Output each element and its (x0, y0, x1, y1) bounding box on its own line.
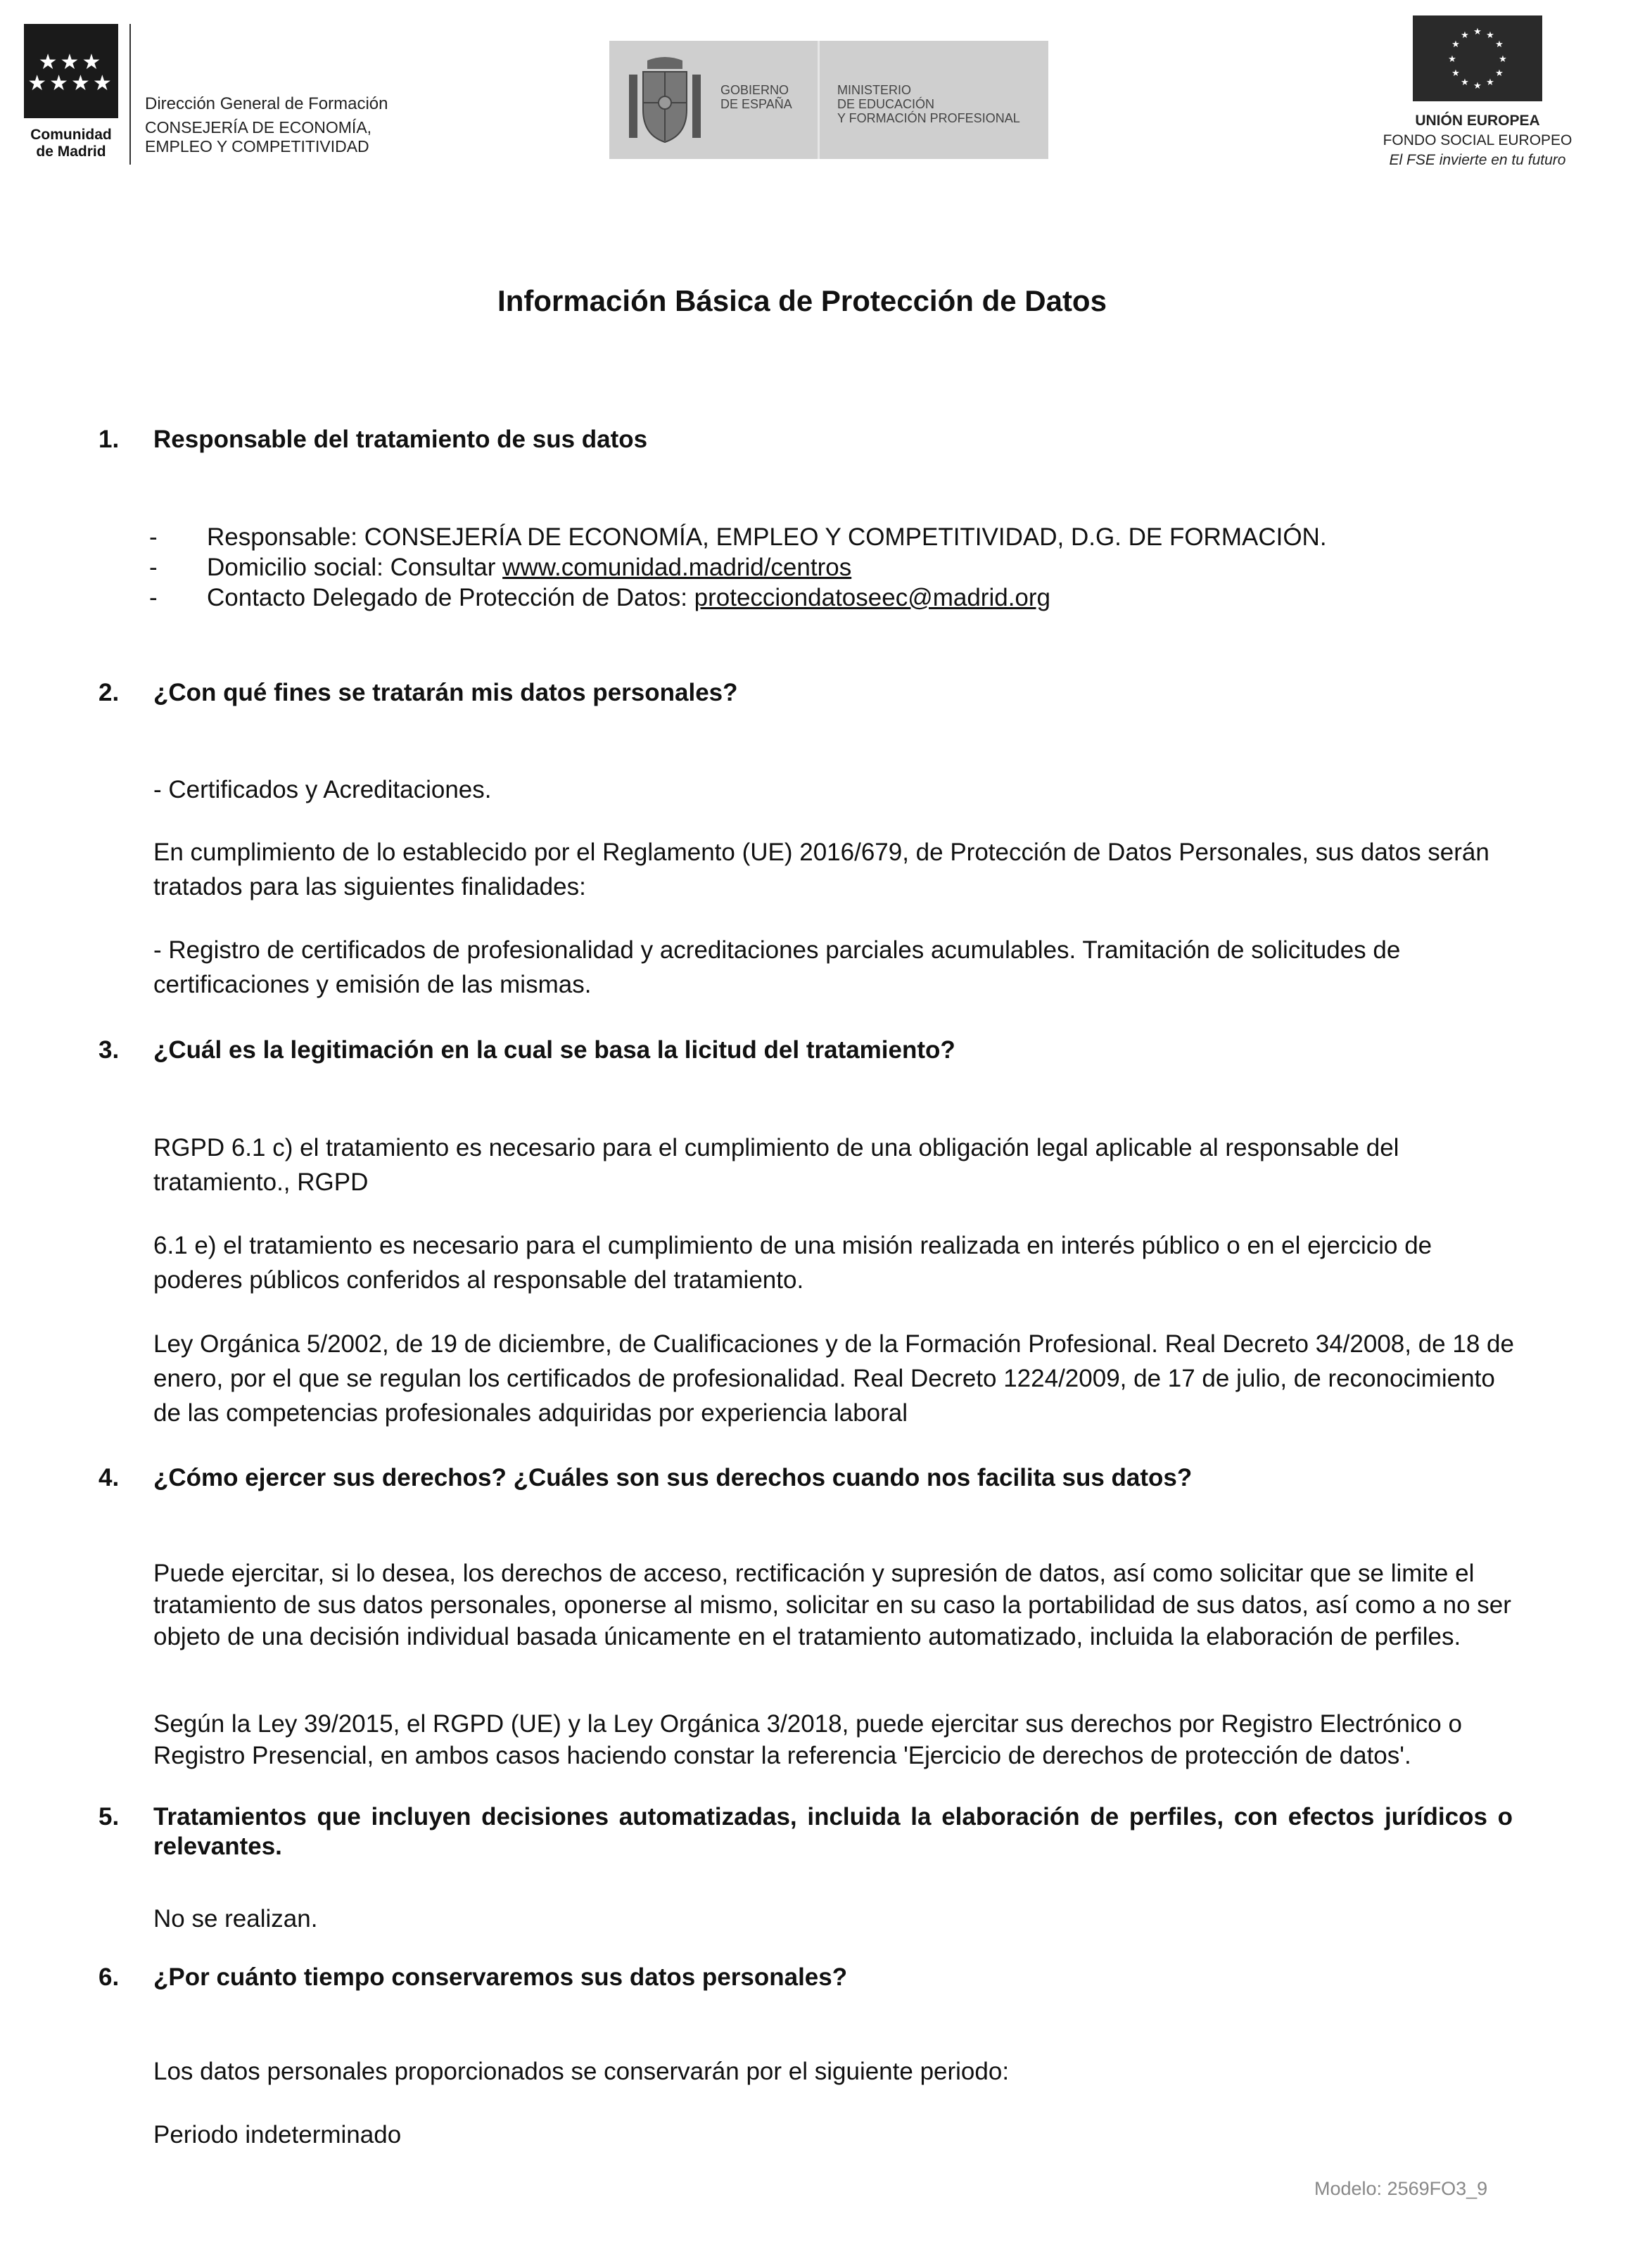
svg-text:★: ★ (1448, 54, 1456, 65)
paragraph: Periodo indeterminado (153, 2121, 402, 2148)
madrid-divider (129, 24, 131, 165)
svg-text:★: ★ (1495, 68, 1504, 79)
svg-text:★: ★ (1473, 81, 1482, 91)
section-number: 1. (99, 426, 120, 453)
paragraph: Según la Ley 39/2015, el RGPD (UE) y la Ley Orgánica 3/2018, puede ejercitar sus derechos por Registro Electrónico o Registro Presencial, en ambos casos haciendo constar la referencia 'Ejercicio de derechos de protección de datos'. (153, 1710, 1462, 1769)
eu-name: UNIÓN EUROPEA (1415, 113, 1540, 129)
svg-text:★: ★ (1486, 77, 1494, 88)
svg-text:★: ★ (1451, 68, 1460, 79)
svg-text:★: ★ (1451, 39, 1460, 50)
paragraph: Ley Orgánica 5/2002, de 19 de diciembre, de Cualificaciones y de la Formación Profesional. Real Decreto 34/2008, de 18 de enero, por el que se regulan los certificados de profesionalidad. Real Decreto 1224/2009, de 17 de julio, de reconocimiento de las competencias profesionales adquiridas por experiencia laboral (153, 1330, 1514, 1427)
section-title: Tratamientos que incluyen decisiones automatizadas, incluida la elaboración de perfiles, con efectos jurídicos o relevantes. (153, 1803, 1513, 1860)
section-number: 4. (99, 1464, 120, 1491)
contacto-label: Contacto Delegado de Protección de Datos: (207, 584, 694, 611)
eu-motto: El FSE invierte en tu futuro (1389, 152, 1566, 168)
model-code: Modelo: 2569FO3_9 (1314, 2178, 1488, 2199)
list-dash: - (149, 523, 158, 551)
section-title: ¿Con qué fines se tratarán mis datos personales? (153, 679, 738, 706)
svg-text:★: ★ (1486, 30, 1494, 41)
paragraph: - Registro de certificados de profesionalidad y acreditaciones parciales acumulables. Tramitación de solicitudes de certificaciones y emisión de las mismas. (153, 936, 1401, 998)
svg-text:★: ★ (1473, 27, 1482, 37)
centros-link[interactable]: www.comunidad.madrid/centros (502, 554, 852, 581)
gobierno-espana-label: GOBIERNO DE ESPAÑA (720, 83, 792, 111)
svg-text:★: ★ (1461, 77, 1469, 88)
paragraph: Puede ejercitar, si lo desea, los derechos de acceso, rectificación y supresión de datos, así como solicitar que se limite el tratamiento de sus datos personales, oponerse al mismo, solicitar en su caso la portabilidad de sus datos, así como a no ser objeto de una decisión individual basada únicamente en el tratamiento automatizado, incluida la elaboración de perfiles. (153, 1560, 1511, 1650)
contacto-item (207, 583, 1050, 613)
section-title: ¿Por cuánto tiempo conservaremos sus datos personales? (153, 1963, 848, 1991)
section-number: 5. (99, 1803, 120, 1830)
comunidad-madrid-logo (24, 24, 404, 165)
paragraph: - Certificados y Acreditaciones. (153, 776, 492, 803)
eu-flag-icon (1413, 15, 1542, 101)
section-number: 3. (99, 1036, 120, 1064)
paragraph: No se realizan. (153, 1905, 318, 1933)
domicilio-item (207, 553, 851, 582)
page-title: Información Básica de Protección de Datos (497, 284, 1107, 317)
madrid-name: Comunidad de Madrid (30, 127, 112, 160)
ministerio-label: MINISTERIO DE EDUCACIÓN Y FORMACIÓN PROFESIONAL (837, 83, 1020, 125)
gobierno-divider (818, 41, 820, 159)
section-title: ¿Cuál es la legitimación en la cual se basa la licitud del tratamiento? (153, 1036, 955, 1064)
svg-text:★: ★ (1499, 54, 1507, 65)
eu-fund: FONDO SOCIAL EUROPEO (1383, 132, 1572, 148)
list-dash: - (149, 584, 158, 611)
madrid-flag-icon (24, 24, 118, 118)
coat-of-arms-icon (626, 53, 704, 146)
list-dash: - (149, 554, 158, 581)
paragraph: Los datos personales proporcionados se conservarán por el siguiente periodo: (153, 2058, 1010, 2085)
section-title: ¿Cómo ejercer sus derechos? ¿Cuáles son sus derechos cuando nos facilita sus datos? (153, 1464, 1193, 1491)
union-europea-logo (1358, 15, 1590, 177)
section-number: 6. (99, 1963, 120, 1991)
section-number: 2. (99, 679, 120, 706)
responsable-item: Responsable: CONSEJERÍA DE ECONOMÍA, EMPLEO Y COMPETITIVIDAD, D.G. DE FORMACIÓN. (207, 523, 1327, 551)
direccion-general: Dirección General de Formación (145, 94, 388, 113)
svg-text:★: ★ (1461, 30, 1469, 41)
section-title: Responsable del tratamiento de sus datos (153, 426, 648, 453)
domicilio-label: Domicilio social: Consultar (207, 554, 503, 581)
paragraph: RGPD 6.1 c) el tratamiento es necesario para el cumplimiento de una obligación legal aplicable al responsable del tratamiento., RGPD (153, 1134, 1399, 1196)
email-link[interactable]: protecciondatoseec@madrid.org (694, 584, 1051, 611)
paragraph: 6.1 e) el tratamiento es necesario para el cumplimiento de una misión realizada en interés público o en el ejercicio de poderes públicos conferidos al responsable del tratamiento. (153, 1232, 1432, 1294)
gobierno-espana-logo (609, 41, 1048, 159)
svg-text:★: ★ (1495, 39, 1504, 50)
madrid-stars: ★★★ ★★★★ (27, 51, 115, 95)
consejeria: CONSEJERÍA DE ECONOMÍA, EMPLEO Y COMPETITIVIDAD (145, 118, 372, 155)
paragraph: En cumplimiento de lo establecido por el Reglamento (UE) 2016/679, de Protección de Datos Personales, sus datos serán tratados para las siguientes finalidades: (153, 839, 1489, 900)
